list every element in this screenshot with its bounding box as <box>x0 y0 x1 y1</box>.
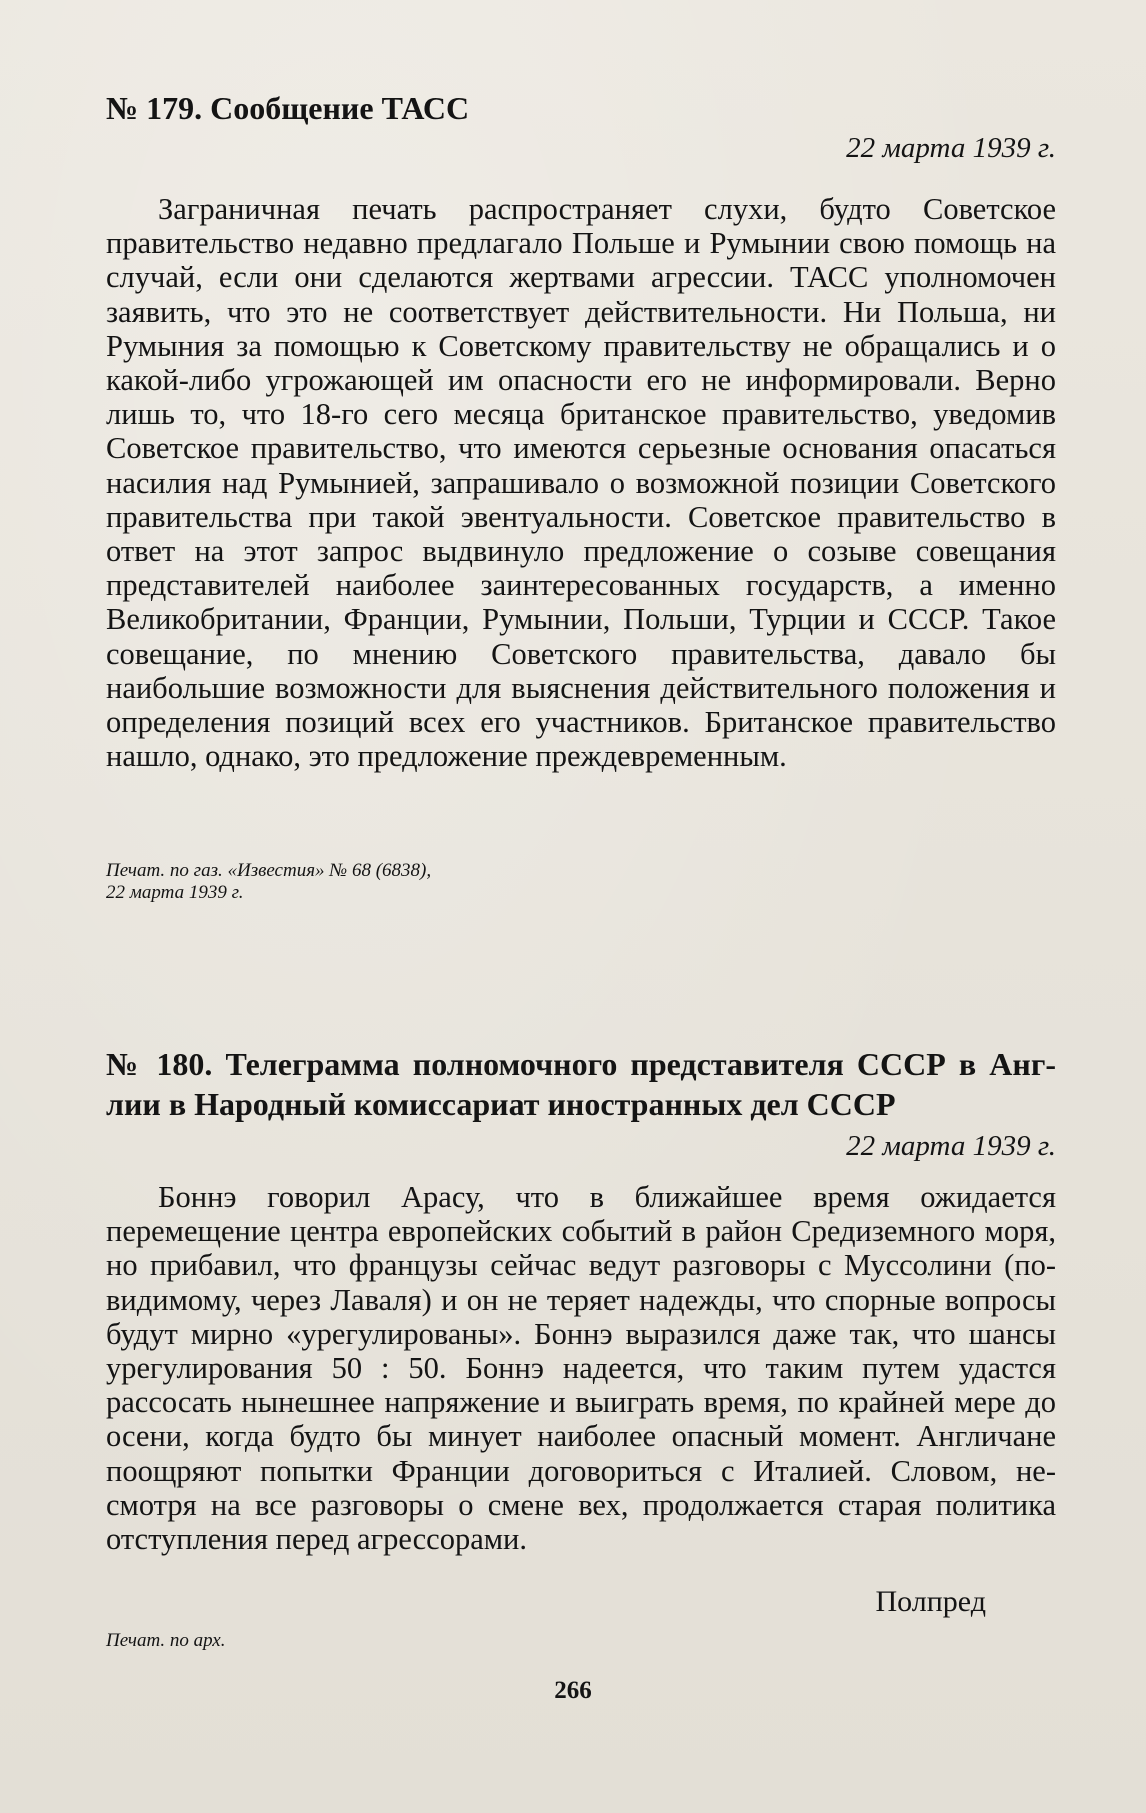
doc-180-source: Печат. по арх. <box>106 1630 226 1651</box>
doc-180-number: № 180. <box>106 1046 213 1082</box>
doc-179-heading <box>106 88 1056 128</box>
doc-179-source <box>106 860 1056 904</box>
doc-180-source-block <box>106 1630 1056 1652</box>
doc-179-source-line-1: Печат. по газ. «Известия» № 68 (6838), <box>106 860 432 881</box>
doc-179-date: 22 марта 1939 г. <box>846 132 1056 164</box>
page-number: 266 <box>554 1677 592 1704</box>
doc-179-number: № 179. <box>106 90 203 126</box>
doc-179-title: Сообщение ТАСС <box>210 90 470 126</box>
doc-180-heading <box>106 1044 1056 1124</box>
doc-180 <box>106 1044 1056 1556</box>
doc-179-body: Заграничная печать распространяет слухи, будто Советское правительство недавно предлагало Польше и Румынии свою помощь на случай, если они сделаются жертвами агрессии. ТАСС уполномочен заявить, что это не соответствует действительности. Ни Польша, ни Румыния за помощью к Советскому правительству не обращались и о какой-либо угрожающей им опасности его не информировали. Верно лишь то, что 18-го сего месяца британское правительство, уведомив Советское правительство, что имеются серьезные основания опасаться насилия над Румынией, запрашивало о возможной позиции Советского правительства при такой эвентуальности. Советское правительство в ответ на этот запрос выдвинуло предложение о созыве совещания представителей наиболее заинтересованных государств, а именно Великобритании, Франции, Румынии, Польши, Турции и СССР. Такое совещание, по мнению Советского правительства, давало бы наибольшие возможности для выяснения действительного положения и определения позиций всех его участников. Британское правительство нашло, однако, это предложение преждевременным. <box>106 192 1056 774</box>
doc-180-date: 22 марта 1939 г. <box>846 1130 1056 1162</box>
doc-179-source-line-2: 22 марта 1939 г. <box>106 882 244 903</box>
doc-180-signature: Полпред <box>875 1585 986 1618</box>
doc-180-signature-block <box>106 1584 1056 1620</box>
doc-180-title: Телеграмма полномочного представителя СССР в Англии в Народный комиссариат иностранных дел СССР <box>106 1046 1057 1122</box>
doc-180-body: Боннэ говорил Арасу, что в ближайшее время ожидается перемещение центра европейских событий в район Средиземного моря, но прибавил, что французы сейчас ведут разговоры с Муссолини (по-видимому, через Лаваля) и он не теряет надежды, что спорные вопросы будут мирно «урегулированы». Боннэ выразился даже так, что шансы урегулирования 50 : 50. Боннэ надеется, что таким путем удастся рассосать нынешнее напряжение и выиграть время, по крайней мере до осени, когда будто бы минует наиболее опасный момент. Англичане поощряют попытки Франции договориться с Италией. Словом, несмотря на все разговоры о смене вех, продолжается старая политика отступления перед агрессорами. <box>106 1180 1056 1557</box>
doc-179 <box>106 88 1056 773</box>
